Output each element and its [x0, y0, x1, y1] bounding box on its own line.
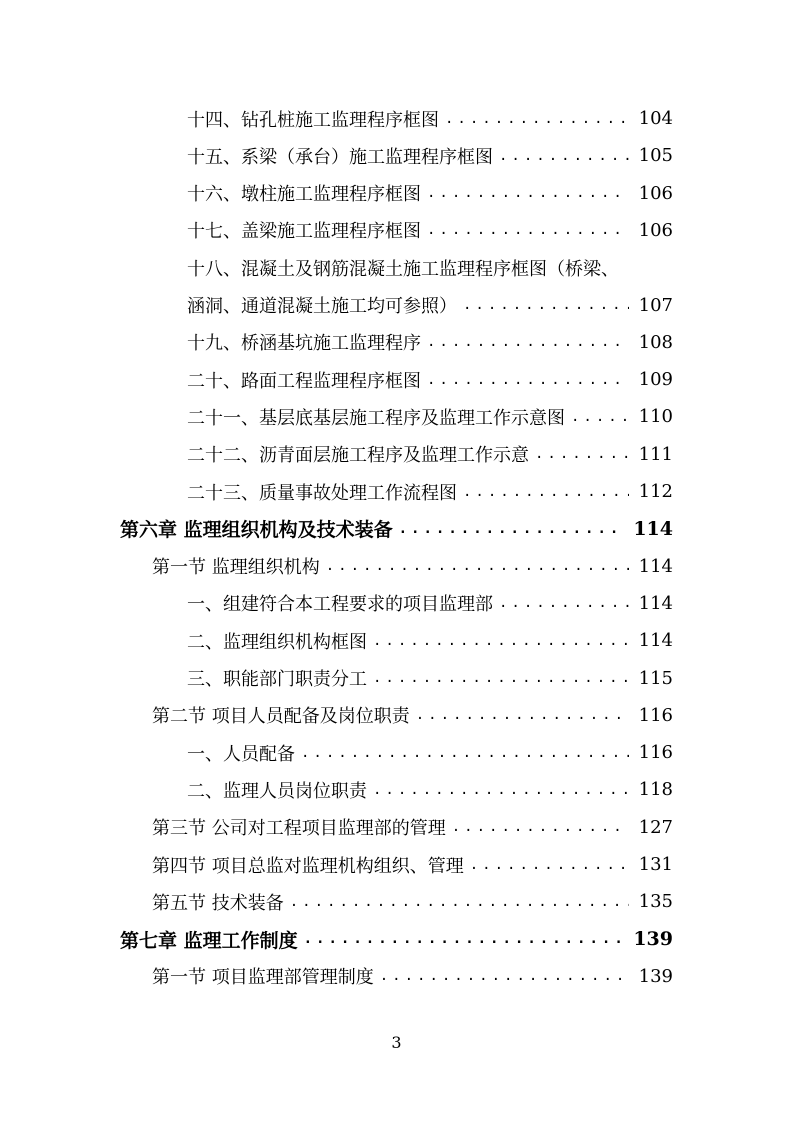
toc-entry[interactable]	[120, 510, 673, 547]
toc-entry-title: 十五、系梁（承台）施工监理程序框图	[187, 146, 493, 168]
toc-entry[interactable]	[187, 473, 673, 510]
toc-entry[interactable]	[187, 324, 673, 361]
toc-entry-page: 108	[638, 331, 673, 353]
toc-entry[interactable]	[152, 697, 673, 734]
toc-entry-title: 第七章 监理工作制度	[120, 929, 298, 952]
toc-leader-dots	[427, 185, 629, 201]
toc-entry[interactable]	[152, 846, 673, 883]
toc-entry-title: 三、职能部门职责分工	[187, 669, 367, 690]
toc-entry-title: 二十三、质量事故处理工作流程图	[187, 482, 457, 504]
toc-entry[interactable]	[187, 398, 673, 435]
toc-entry-page: 114	[638, 592, 673, 614]
toc-entry[interactable]	[187, 436, 673, 473]
toc-entry-page: 114	[638, 630, 673, 652]
toc-entry-title: 第三节 公司对工程项目监理部的管理	[152, 818, 446, 840]
toc-entry[interactable]	[187, 771, 673, 808]
toc-leader-dots	[373, 670, 629, 686]
toc-leader-dots	[427, 334, 629, 350]
toc-entry-page: 131	[638, 854, 673, 875]
toc-entry-page: 109	[638, 369, 673, 391]
toc-entry-title: 二十、路面工程监理程序框图	[187, 370, 421, 392]
toc-entry-title: 二十一、基层底基层施工程序及监理工作示意图	[187, 407, 565, 429]
toc-entry[interactable]	[187, 137, 673, 174]
toc-entry-title: 第一节 项目监理部管理制度	[152, 967, 374, 989]
toc-entry-page: 127	[638, 816, 673, 838]
toc-leader-dots	[399, 521, 624, 537]
toc-entry[interactable]	[152, 958, 673, 995]
toc-leader-dots	[373, 782, 629, 798]
toc-entry-page: 112	[638, 481, 673, 502]
toc-entry[interactable]	[152, 548, 673, 585]
toc-leader-dots	[416, 707, 629, 723]
toc-entry-title: 二、监理人员岗位职责	[187, 780, 367, 802]
toc-entry[interactable]	[152, 809, 673, 846]
toc-entry-page: 115	[638, 667, 673, 689]
toc-leader-dots	[304, 931, 624, 947]
toc-leader-dots	[326, 558, 629, 574]
toc-leader-dots	[290, 894, 629, 910]
toc-entry[interactable]	[187, 212, 673, 249]
toc-leader-dots	[380, 968, 629, 984]
toc-entry-page: 114	[633, 517, 673, 540]
toc-entry-title: 十七、盖梁施工监理程序框图	[187, 221, 421, 243]
toc-leader-dots	[463, 297, 629, 313]
toc-entry-page: 114	[638, 555, 673, 577]
toc-entry-page: 116	[638, 742, 673, 764]
toc-entry[interactable]	[187, 249, 673, 286]
toc-entry[interactable]	[152, 883, 673, 920]
toc-leader-dots	[301, 745, 629, 761]
toc-entry-title: 十八、混凝土及钢筋混凝土施工监理程序框图（桥梁、	[187, 258, 619, 280]
toc-entry[interactable]	[187, 660, 673, 697]
toc-leader-dots	[499, 595, 629, 611]
toc-entry-title: 二、监理组织机构框图	[187, 631, 367, 653]
toc-entry[interactable]	[187, 585, 673, 622]
toc-entry-title: 第四节 项目总监对监理机构组织、管理	[152, 855, 464, 877]
toc-leader-dots	[463, 484, 629, 500]
toc-leader-dots	[445, 111, 629, 127]
toc-entry-title: 一、人员配备	[187, 743, 295, 765]
toc-entry-page: 107	[638, 294, 673, 316]
toc-leader-dots	[470, 857, 629, 873]
toc-leader-dots	[427, 222, 629, 238]
toc-entry-page: 106	[638, 182, 673, 204]
toc-entry-title: 十九、桥涵基坑施工监理程序	[187, 333, 421, 355]
page-number: 3	[391, 1033, 402, 1052]
toc-leader-dots	[452, 819, 629, 835]
toc-entry-title: 十四、钻孔桩施工监理程序框图	[187, 109, 439, 131]
toc-entry[interactable]	[187, 622, 673, 659]
toc-entry-page: 139	[633, 928, 673, 951]
toc-entry-page: 105	[638, 145, 673, 167]
toc-leader-dots	[499, 148, 629, 164]
toc-entry-page: 110	[638, 406, 673, 428]
toc-entry-page: 106	[638, 219, 673, 241]
toc-entry-title: 十六、墩柱施工监理程序框图	[187, 184, 421, 206]
toc-entry-title: 第五节 技术装备	[152, 892, 284, 914]
toc-entry-page: 135	[638, 891, 673, 913]
toc-entry-page: 104	[638, 108, 673, 129]
toc-entry[interactable]	[187, 734, 673, 771]
toc-entry[interactable]	[187, 175, 673, 212]
toc-entry[interactable]	[120, 921, 673, 958]
toc-entry-title: 涵洞、通道混凝土施工均可参照）	[187, 296, 457, 317]
toc-entry-page: 111	[638, 443, 673, 465]
toc-leader-dots	[373, 633, 629, 649]
toc-entry-page: 118	[638, 779, 673, 801]
toc-entry[interactable]	[187, 361, 673, 398]
toc-leader-dots	[535, 446, 629, 462]
toc-entry-title: 第六章 监理组织机构及技术装备	[120, 519, 393, 542]
toc-entry-title: 第二节 项目人员配备及岗位职责	[152, 706, 410, 728]
toc-leader-dots	[571, 409, 629, 425]
toc-entry[interactable]	[187, 100, 673, 137]
toc-entry-title: 二十二、沥青面层施工程序及监理工作示意	[187, 445, 529, 467]
toc-entry-page: 139	[638, 965, 673, 987]
toc-entry-title: 一、组建符合本工程要求的项目监理部	[187, 594, 493, 616]
toc-leader-dots	[427, 372, 629, 388]
toc-entry-page: 116	[638, 704, 673, 726]
toc-entry-title: 第一节 监理组织机构	[152, 557, 320, 579]
toc-entry[interactable]	[187, 287, 673, 324]
